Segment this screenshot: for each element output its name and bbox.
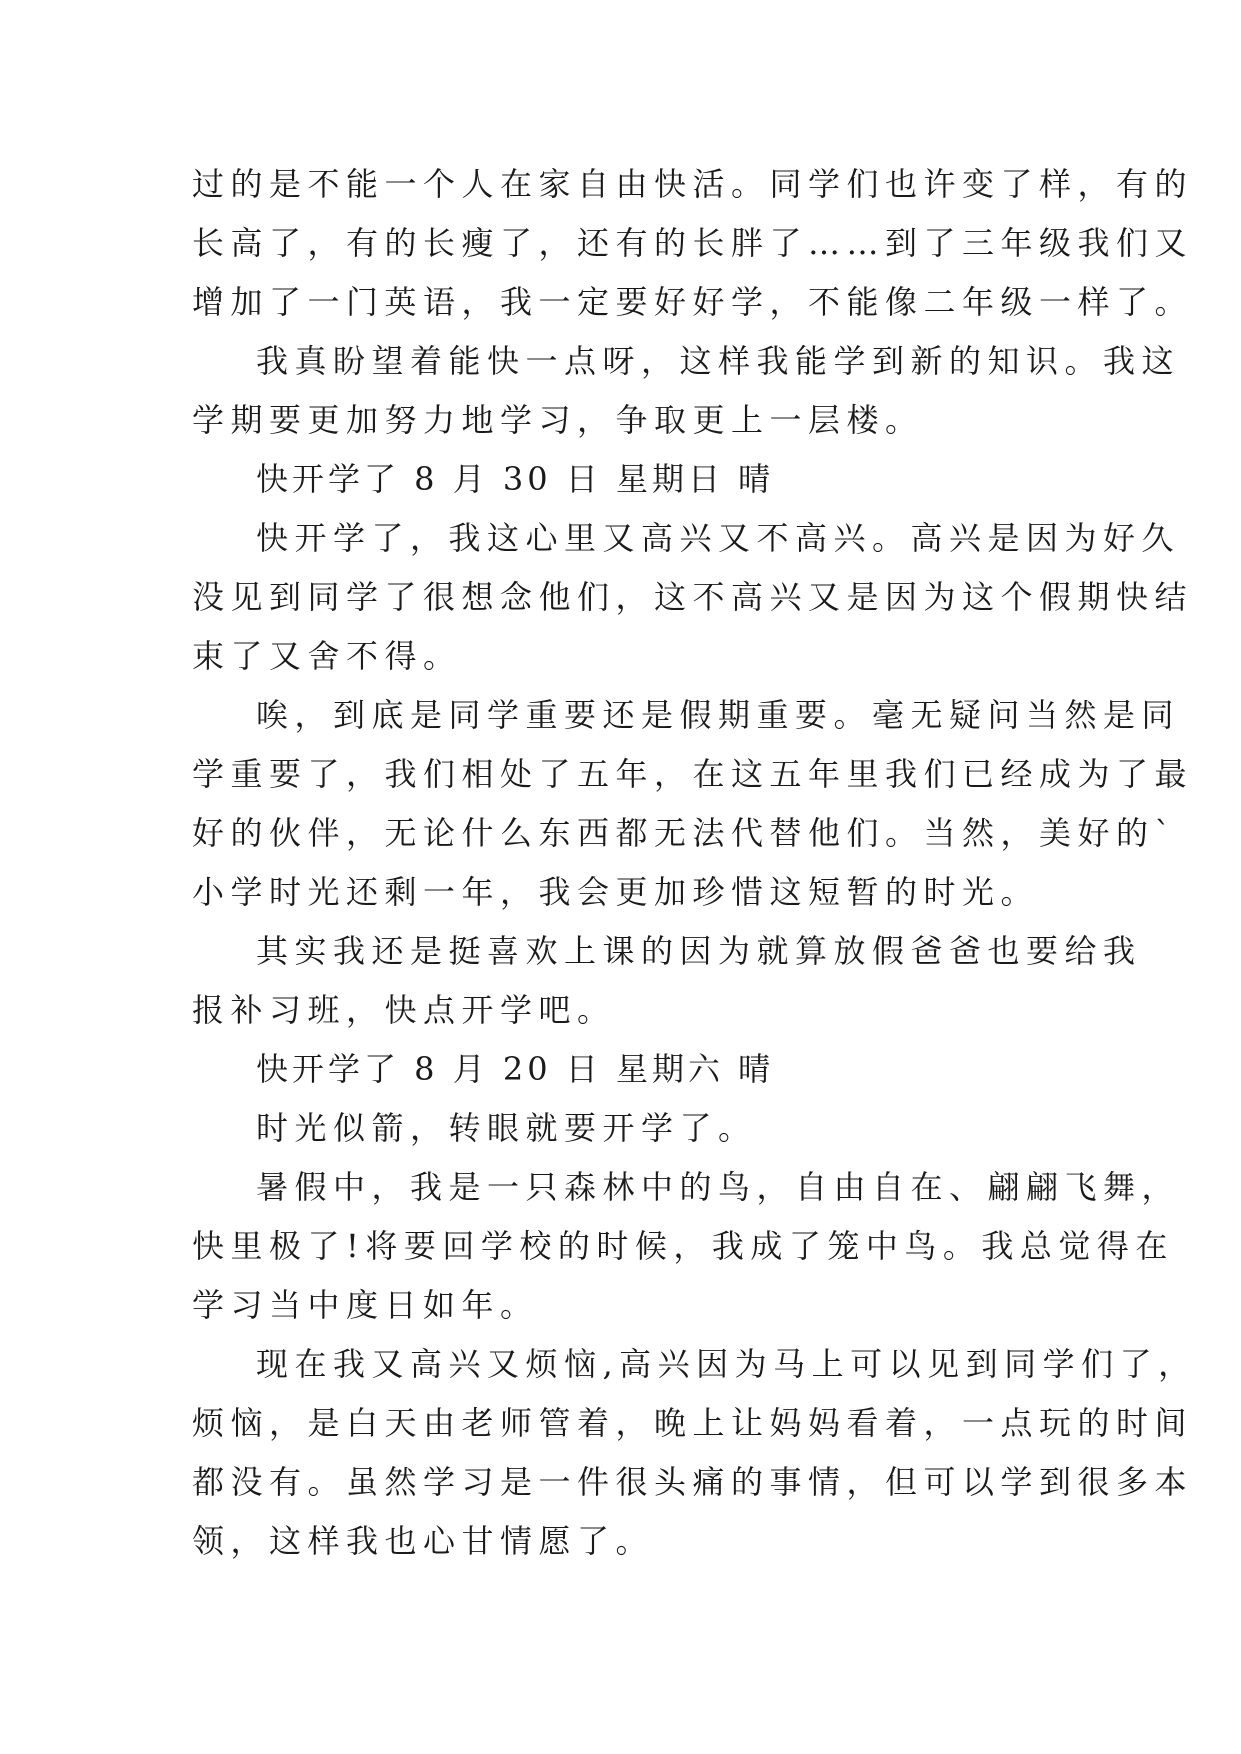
paragraph-start-line: 唉，到底是同学重要还是假期重要。毫无疑问当然是同 bbox=[256, 696, 1181, 734]
text-line: 领，这样我也心甘情愿了。 bbox=[192, 1522, 655, 1560]
text-line: 束了又舍不得。 bbox=[192, 637, 462, 675]
text-line: 学重要了，我们相处了五年，在这五年里我们已经成为了最 bbox=[192, 755, 1194, 793]
paragraph-start-line: 现在我又高兴又烦恼,高兴因为马上可以见到同学们了， bbox=[256, 1345, 1197, 1383]
paragraph-start-line: 快开学了，我这心里又高兴又不高兴。高兴是因为好久 bbox=[256, 519, 1181, 557]
document-body bbox=[192, 155, 1197, 1571]
text-line: 快里极了!将要回学校的时候，我成了笼中鸟。我总觉得在 bbox=[192, 1227, 1174, 1265]
text-line: 学习当中度日如年。 bbox=[192, 1286, 539, 1324]
text-line: 学期要更加努力地学习，争取更上一层楼。 bbox=[192, 401, 924, 439]
text-line: 增加了一门英语，我一定要好好学，不能像二年级一样了。 bbox=[192, 283, 1194, 321]
diary-heading: 快开学了 8 月 20 日 星期六 晴 bbox=[256, 1050, 775, 1088]
text-line: 都没有。虽然学习是一件很头痛的事情，但可以学到很多本 bbox=[192, 1463, 1194, 1501]
text-line: 好的伙伴，无论什么东西都无法代替他们。当然，美好的` bbox=[192, 814, 1178, 852]
text-line: 烦恼，是白天由老师管着，晚上让妈妈看着，一点玩的时间 bbox=[192, 1404, 1194, 1442]
paragraph-start-line: 暑假中，我是一只森林中的鸟，自由自在、翩翩飞舞， bbox=[256, 1168, 1181, 1206]
diary-heading: 快开学了 8 月 30 日 星期日 晴 bbox=[256, 460, 775, 498]
text-line: 过的是不能一个人在家自由快活。同学们也许变了样，有的 bbox=[192, 165, 1194, 203]
paragraph-start-line: 我真盼望着能快一点呀，这样我能学到新的知识。我这 bbox=[256, 342, 1181, 380]
text-line: 小学时光还剩一年，我会更加珍惜这短暂的时光。 bbox=[192, 873, 1040, 911]
paragraph-start-line: 其实我还是挺喜欢上课的因为就算放假爸爸也要给我 bbox=[256, 932, 1142, 970]
text-line: 长高了，有的长瘦了，还有的长胖了……到了三年级我们又 bbox=[192, 224, 1194, 262]
text-line: 没见到同学了很想念他们，这不高兴又是因为这个假期快结 bbox=[192, 578, 1194, 616]
text-line: 报补习班，快点开学吧。 bbox=[192, 991, 616, 1029]
paragraph-start-line: 时光似箭，转眼就要开学了。 bbox=[256, 1109, 757, 1147]
